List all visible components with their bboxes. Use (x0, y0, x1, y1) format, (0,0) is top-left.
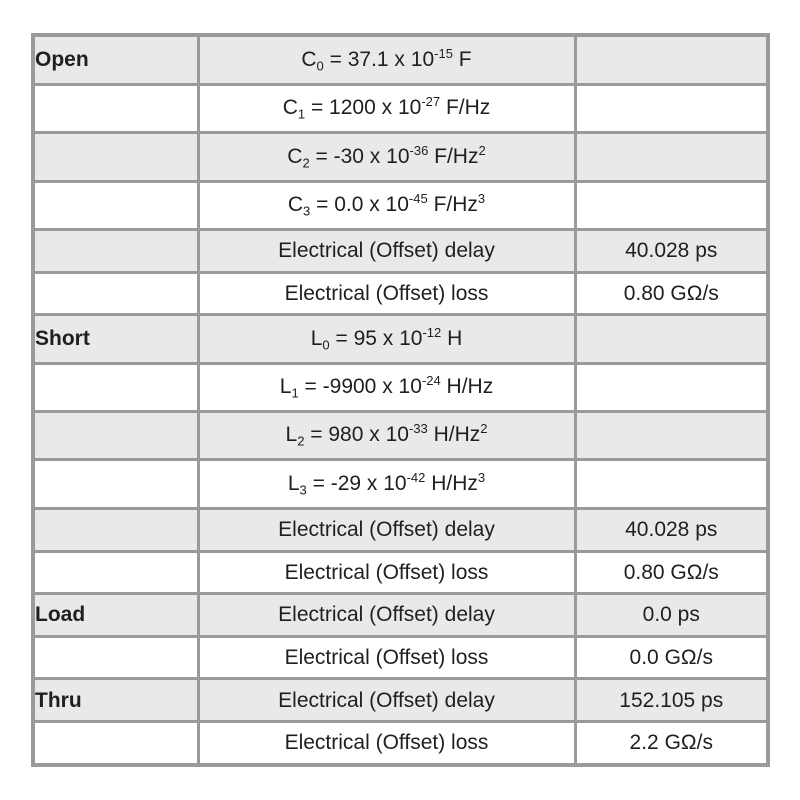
parameter-text: H/Hz (425, 471, 478, 495)
standard-label-cell (33, 272, 198, 315)
table-row (33, 315, 768, 363)
table-row (33, 594, 768, 637)
parameter-text: = 37.1 x 10 (323, 47, 435, 71)
value-cell: 0.80 GΩ/s (575, 272, 768, 315)
standard-label-cell: Open (33, 35, 198, 84)
parameter-text: = 1200 x 10 (305, 95, 422, 119)
parameter-text: F/Hz (427, 192, 478, 216)
standard-label-cell (33, 84, 198, 132)
parameter-text: Electrical (Offset) delay (278, 239, 495, 263)
parameter-text: Electrical (Offset) loss (284, 731, 489, 755)
parameter-text: F (452, 47, 472, 71)
parameter-cell (198, 721, 575, 765)
table-row (33, 636, 768, 679)
standard-label-cell (33, 636, 198, 679)
superscript-text: -45 (408, 190, 428, 206)
standard-label-cell (33, 721, 198, 765)
superscript-text: -24 (421, 373, 441, 389)
standard-label-cell (33, 508, 198, 551)
table-row (33, 679, 768, 722)
superscript-text: 3 (477, 469, 486, 485)
table-row (33, 460, 768, 508)
parameter-cell (198, 133, 575, 181)
value-cell (575, 460, 768, 508)
subscript-text: 2 (297, 433, 305, 449)
standard-label-cell: Load (33, 594, 198, 637)
parameter-text: = 0.0 x 10 (310, 192, 409, 216)
subscript-text: 0 (322, 336, 330, 352)
calibration-standards-table (31, 33, 770, 767)
subscript-text: 1 (291, 385, 299, 401)
standard-label-cell: Short (33, 315, 198, 363)
parameter-cell (198, 181, 575, 229)
parameter-text: H/Hz (440, 374, 494, 398)
parameter-text: = 980 x 10 (304, 423, 409, 447)
subscript-text: 3 (299, 482, 307, 498)
subscript-text: 0 (316, 57, 324, 73)
subscript-text: 3 (303, 203, 311, 219)
table-row (33, 508, 768, 551)
parameter-cell (198, 84, 575, 132)
standard-label-cell (33, 133, 198, 181)
standard-label-cell (33, 363, 198, 411)
parameter-text: C (301, 47, 317, 71)
parameter-text: Electrical (Offset) loss (284, 281, 489, 305)
value-cell (575, 181, 768, 229)
parameter-cell (198, 636, 575, 679)
standard-label-cell (33, 551, 198, 594)
parameter-cell (198, 679, 575, 722)
parameter-text: = -9900 x 10 (298, 374, 422, 398)
table-row (33, 551, 768, 594)
value-cell: 40.028 ps (575, 508, 768, 551)
parameter-text: Electrical (Offset) delay (278, 688, 495, 712)
value-cell (575, 133, 768, 181)
value-cell: 152.105 ps (575, 679, 768, 722)
parameter-cell (198, 230, 575, 273)
subscript-text: 2 (302, 154, 310, 170)
parameter-text: = -29 x 10 (306, 471, 407, 495)
parameter-cell (198, 460, 575, 508)
parameter-text: L (287, 471, 300, 495)
subscript-text: 1 (297, 106, 306, 122)
value-cell (575, 35, 768, 84)
parameter-cell (198, 412, 575, 460)
parameter-cell (198, 551, 575, 594)
parameter-cell (198, 594, 575, 637)
table-row (33, 721, 768, 765)
table-row (33, 412, 768, 460)
value-cell: 40.028 ps (575, 230, 768, 273)
parameter-text: F/Hz (428, 144, 479, 168)
parameter-text: F/Hz (440, 95, 491, 119)
superscript-text: -33 (408, 421, 428, 437)
standard-label-cell: Thru (33, 679, 198, 722)
table-row (33, 133, 768, 181)
parameter-text: C (287, 192, 304, 216)
superscript-text: 3 (477, 190, 486, 206)
parameter-text: H/Hz (427, 423, 481, 447)
parameter-text: C (287, 144, 303, 168)
value-cell: 0.80 GΩ/s (575, 551, 768, 594)
parameter-text: L (285, 423, 298, 447)
superscript-text: -42 (406, 469, 426, 485)
superscript-text: 2 (480, 421, 488, 437)
parameter-text: L (310, 326, 323, 350)
parameter-text: = 95 x 10 (329, 326, 423, 350)
value-cell: 2.2 GΩ/s (575, 721, 768, 765)
table-row (33, 363, 768, 411)
value-cell (575, 315, 768, 363)
value-cell: 0.0 GΩ/s (575, 636, 768, 679)
parameter-text: Electrical (Offset) loss (284, 645, 489, 669)
table-row (33, 84, 768, 132)
value-cell (575, 84, 768, 132)
value-cell: 0.0 ps (575, 594, 768, 637)
parameter-text: C (282, 95, 298, 119)
parameter-cell (198, 315, 575, 363)
parameter-text: L (279, 374, 292, 398)
parameter-text: = -30 x 10 (309, 144, 410, 168)
superscript-text: -36 (409, 142, 429, 158)
table-body (33, 35, 768, 765)
parameter-text: H (441, 326, 463, 350)
parameter-cell (198, 35, 575, 84)
superscript-text: -12 (422, 324, 442, 340)
parameter-cell (198, 508, 575, 551)
parameter-text: Electrical (Offset) delay (278, 518, 495, 542)
table-row (33, 272, 768, 315)
standard-label-cell (33, 460, 198, 508)
parameter-cell (198, 272, 575, 315)
value-cell (575, 363, 768, 411)
superscript-text: -15 (434, 45, 453, 61)
parameter-cell (198, 363, 575, 411)
table-row (33, 35, 768, 84)
parameter-text: Electrical (Offset) loss (284, 560, 489, 584)
parameter-text: Electrical (Offset) delay (278, 603, 495, 627)
superscript-text: 2 (478, 142, 486, 158)
table-row (33, 230, 768, 273)
standard-label-cell (33, 181, 198, 229)
standard-label-cell (33, 412, 198, 460)
table-row (33, 181, 768, 229)
value-cell (575, 412, 768, 460)
standard-label-cell (33, 230, 198, 273)
superscript-text: -27 (421, 94, 441, 110)
